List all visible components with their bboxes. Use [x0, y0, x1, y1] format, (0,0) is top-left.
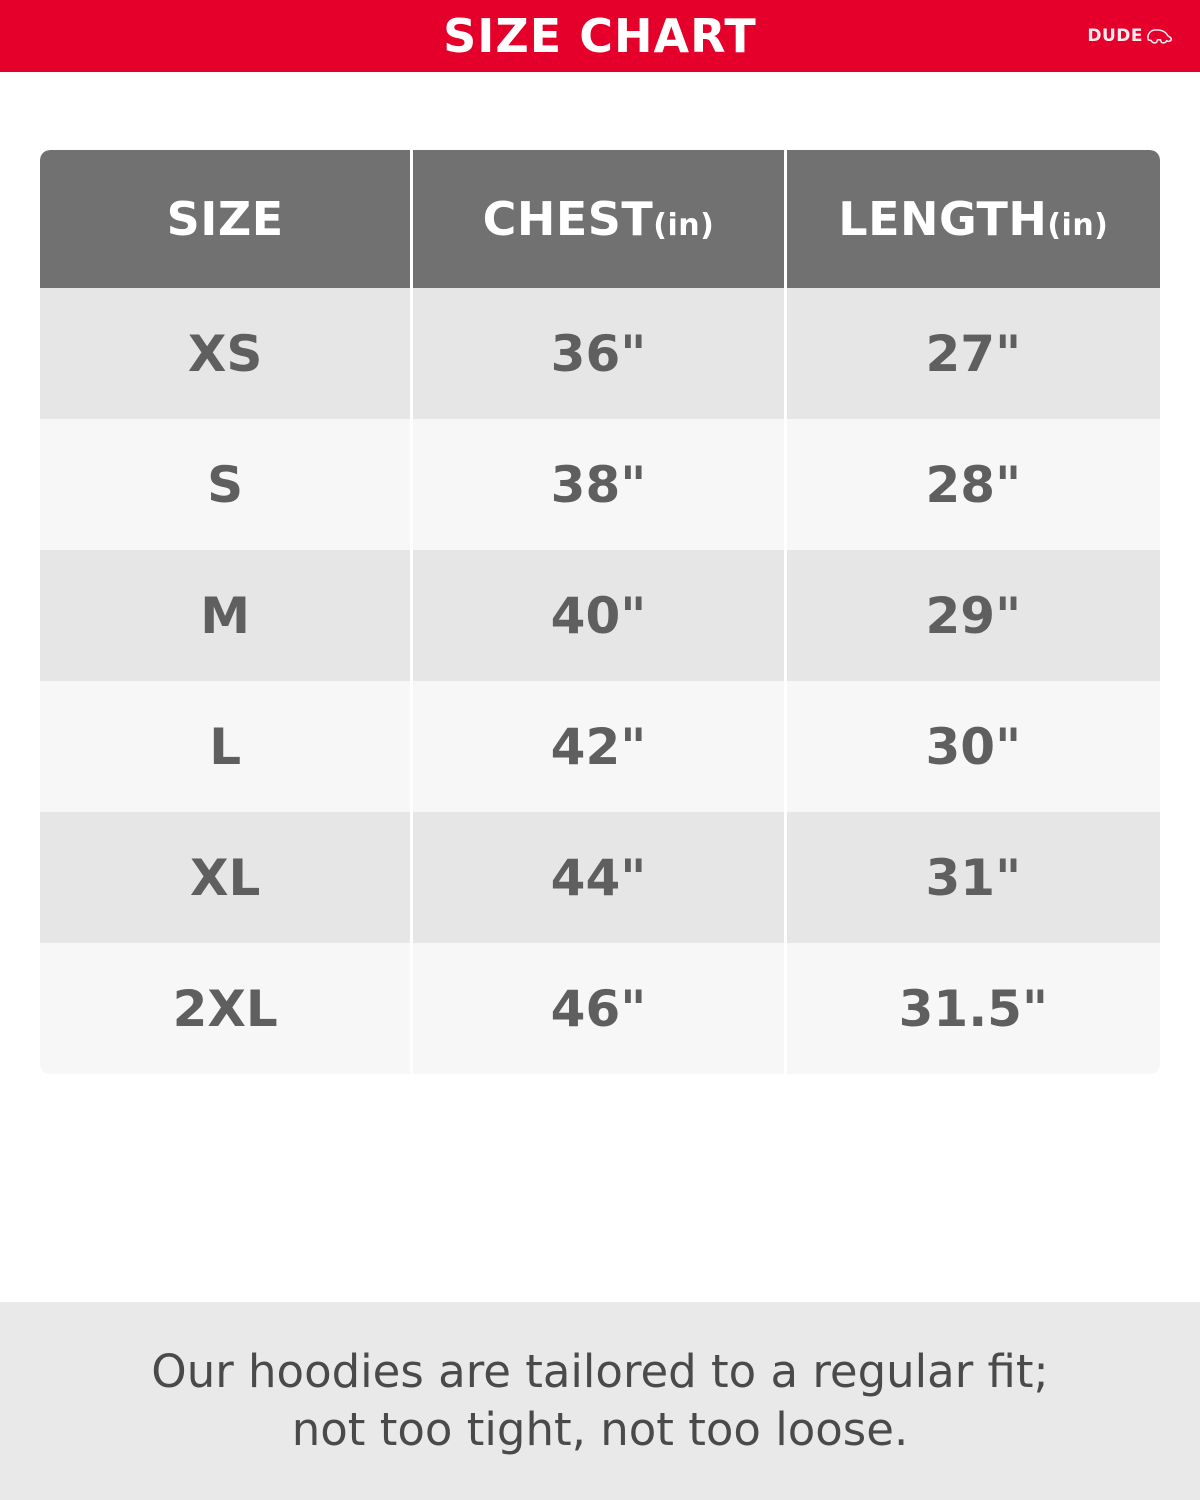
column-header-chest-label: CHEST — [482, 192, 654, 246]
cell-size: M — [40, 550, 413, 681]
page-title: SIZE CHART — [443, 9, 757, 63]
cell-length: 30" — [787, 681, 1160, 812]
table-row — [40, 288, 1160, 419]
cell-size: S — [40, 419, 413, 550]
column-header-length — [787, 150, 1160, 288]
page-header — [0, 0, 1200, 72]
size-table-container — [0, 72, 1200, 1302]
table-row — [40, 550, 1160, 681]
table-header-row — [40, 150, 1160, 288]
cell-length: 31" — [787, 812, 1160, 943]
table-row — [40, 812, 1160, 943]
fit-note-line-2: not too tight, not too loose. — [291, 1403, 909, 1456]
column-header-size — [40, 150, 413, 288]
fit-note — [0, 1302, 1200, 1500]
cell-size: XS — [40, 288, 413, 419]
cell-size: XL — [40, 812, 413, 943]
cell-size: 2XL — [40, 943, 413, 1074]
size-table — [40, 150, 1160, 1074]
column-header-chest — [413, 150, 786, 288]
brand-name: DUDE — [1087, 26, 1143, 46]
table-body — [40, 288, 1160, 1074]
cell-chest: 42" — [413, 681, 786, 812]
column-header-length-label: LENGTH — [838, 192, 1048, 246]
cell-length: 31.5" — [787, 943, 1160, 1074]
fit-note-line-1: Our hoodies are tailored to a regular fit; — [151, 1345, 1049, 1399]
table-header — [40, 150, 1160, 288]
cell-chest: 38" — [413, 419, 786, 550]
cell-length: 27" — [787, 288, 1160, 419]
brand-logo — [1087, 26, 1172, 46]
cell-length: 28" — [787, 419, 1160, 550]
column-header-length-unit: (in) — [1047, 208, 1109, 243]
cell-chest: 46" — [413, 943, 786, 1074]
column-header-size-label: SIZE — [166, 192, 284, 246]
cell-chest: 44" — [413, 812, 786, 943]
elephant-logo-icon — [1146, 27, 1172, 45]
table-row — [40, 943, 1160, 1074]
cell-chest: 40" — [413, 550, 786, 681]
table-row — [40, 419, 1160, 550]
cell-length: 29" — [787, 550, 1160, 681]
cell-size: L — [40, 681, 413, 812]
cell-chest: 36" — [413, 288, 786, 419]
column-header-chest-unit: (in) — [653, 208, 715, 243]
table-row — [40, 681, 1160, 812]
